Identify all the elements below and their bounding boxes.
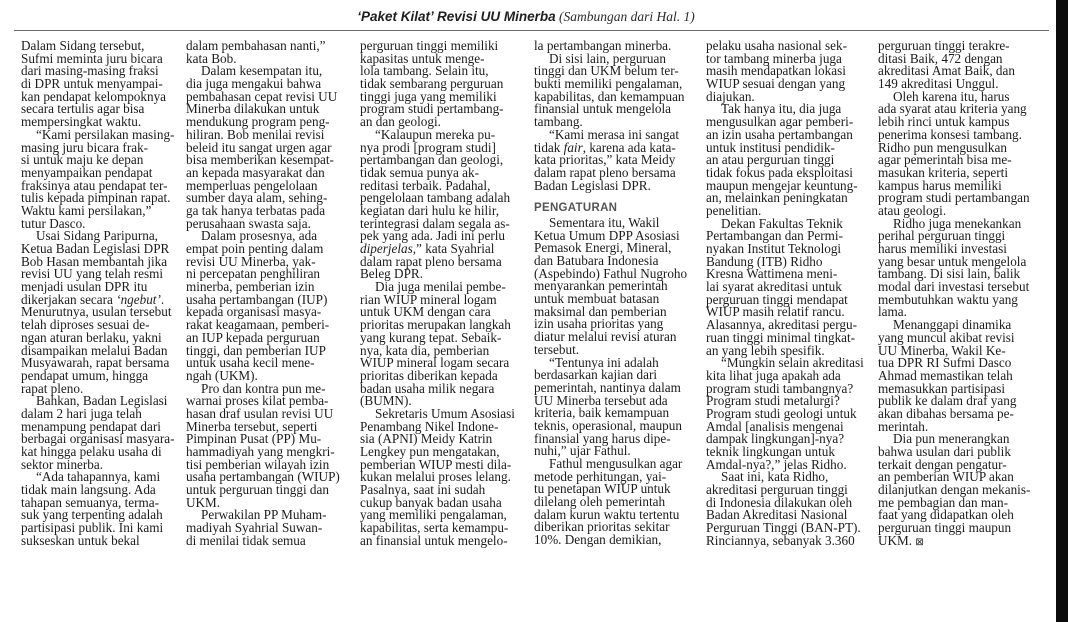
article-line: finansial untuk mengelola [534,101,671,117]
article-line: Musyawarah, rapat bersama [21,355,170,371]
end-of-article-mark: ⊠ [915,536,924,548]
article-line: atau geologi. [878,202,947,218]
article-line: hammadiyah yang mengkri- [186,444,335,459]
article-line: prioritas merupakan langkah [360,317,511,333]
article-line: bahwa usulan dari publik [878,444,1011,459]
article-line: disampaikan melalui Badan [21,342,168,358]
article-line: tulis kepada pimpinan rapat. [21,190,171,206]
article-line: menyarankan pemerintah [534,278,668,294]
article-line: kepada organisasi masya- [186,304,322,320]
article-line: sukseskan untuk bekal [21,532,140,548]
article-line: an pemberian WIUP akan [878,469,1014,485]
article-line: masih mendapatkan lokasi [706,63,846,79]
article-line: an, melainkan peningkatan [706,190,848,206]
article-line: tor tambang minerba juga [706,50,842,66]
section-subheading: PENGATURAN [534,202,618,215]
article-line: tersebut. [534,341,580,357]
article-line: tidak fair, karena ada kata- [534,139,676,155]
article-line: perguruan tinggi terakre- [878,40,1010,53]
article-line: Program studi geologi untuk [706,405,857,421]
article-line: “Kami merasa ini sangat [549,126,679,142]
article-line: nuhi,” ujar Fathul. [534,443,631,459]
article-line: untuk perguruan tinggi dan [186,482,329,498]
text-column-1 [21,40,183,615]
article-line: program studi tambangnya? [706,380,854,396]
article-header [0,9,1052,25]
article-line: pemberian WIUP mesti dila- [360,456,512,472]
article-line: 10%. Dengan demikian, [534,532,662,548]
article-line: Dalam prosesnya, ada [201,228,318,244]
article-line: terintegrasi dalam segala as- [360,215,510,231]
article-line: izin usaha prioritas yang [534,316,664,332]
article-line: untuk usaha kecil mene- [186,355,315,371]
article-line: usaha pertambangan (IUP) [186,291,328,307]
article-line: pelaku usaha nasional sek- [706,40,847,53]
article-line: (Aspebindo) Fathul Nugroho [534,265,688,281]
article-line: tambang. Di sisi lain, balik [878,266,1021,282]
article-line: madiyah Syahrial Suwan- [186,520,323,536]
article-line: dampak lingkungan]-nya? [706,431,845,447]
article-line: la pertambangan minerba. [534,40,672,53]
article-line: Oleh karena itu, harus [893,88,1010,104]
article-line: UKM. ⊠ [878,532,924,548]
article-line: an dan geologi. [360,114,441,130]
article-line: ni percepatan penghiliran [186,266,321,282]
article-line: masukan kriteria, seperti [878,164,1008,180]
article-line: rian WIUP mineral logam [360,291,497,307]
article-line: tahapan semuanya, terma- [21,494,160,510]
article-line: memperluas pengelolaan [186,177,318,193]
article-line: akan dibahas bersama pe- [878,405,1014,421]
article-line: dalam pembahasan nanti,” [186,40,326,53]
article-line: Badan Akreditasi Nasional [706,507,848,523]
article-line: tua DPR RI Sufmi Dasco [878,355,1012,371]
article-line: diajukan. [706,88,755,104]
article-line: nya prodi [program studi] [360,139,496,155]
article-line: Amdal [analisis mengenai [706,418,844,434]
article-line: Sufmi meminta juru bicara [21,50,163,66]
article-line: an IUP kepada perguruan [186,329,320,345]
continuation-note: (Sambungan dari Hal. 1) [558,9,695,24]
article-line: Pro dan kontra pun me- [201,380,326,396]
article-line: (BUMN). [360,393,412,409]
article-line: tinggi, dan pemberian IUP [186,342,326,358]
article-line: ditasi Baik, 472 dengan [878,50,1003,66]
article-line: harus memiliki investasi [878,241,1007,256]
article-line: Minerba dilakukan untuk [186,101,320,117]
article-line: dari masing-masing fraksi [21,63,159,79]
article-line: Perguruan Tinggi (BAN-PT). [706,520,861,536]
article-line: “Ada tahapannya, kami [36,469,161,485]
article-line: pertambangan dan geologi, [360,152,504,168]
article-line: Rinciannya, sebanyak 3.360 [706,532,855,548]
article-line: pendapat umum, hingga [21,367,149,383]
article-line: minerba, pemberian izin [186,279,315,295]
article-line: ngah (UKM). [186,367,258,383]
article-line: Bahkan, Badan Legislasi [36,393,168,409]
article-line: agar pemerintah bisa me- [878,152,1012,168]
article-line: metode perhitungan, yai- [534,468,667,484]
article-line: di DPR untuk menyampai- [21,76,163,92]
article-line: menjadi usulan DPR itu [21,279,148,295]
article-line: Di sisi lain, perguruan [549,50,666,66]
header-rule [14,30,1049,31]
article-line: maksimal dan pemberian [534,303,667,319]
article-line: Sementara itu, Wakil [549,214,660,230]
text-column-3 [360,40,522,615]
article-line: lai syarat akreditasi untuk [706,279,842,295]
article-line: kapabilitas, serta kemampu- [360,520,509,536]
article-line: rakat keagamaan, pemberi- [186,317,330,333]
article-line: an finansial untuk mengelo- [360,532,508,548]
article-line: untuk institusi pendidik- [706,139,835,155]
article-line: Usai Sidang Paripurna, [36,228,158,244]
article-line: bisa memberikan kesempat- [186,152,334,168]
article-line: perguruan tinggi memiliki [360,40,499,53]
article-line: si untuk maju ke depan [21,152,144,168]
article-line: yang memiliki pengalaman, [360,507,507,523]
article-line: secara tertulis agar bisa [21,101,145,117]
article-line: Badan Legislasi DPR. [534,177,651,193]
article-line: Pertambangan dan Permi- [706,228,843,244]
article-line: partisipasi publik. Ini kami [21,520,164,536]
text-column-6 [878,40,1040,615]
article-line: Beleg DPR. [360,266,424,282]
article-line: nyakan Institut Teknologi [706,241,842,256]
article-line: prioritas diberikan kepada [360,367,498,383]
article-line: kita lihat juga apakah ada [706,367,841,383]
article-line: diperjelas,” kata Syahrial [360,241,495,256]
article-line: WIUP masih relatif rancu. [706,304,845,320]
article-line: tu penetapan WIUP untuk [534,481,671,497]
article-line: Program studi metalurgi? [706,393,840,409]
article-line: hiliran. Bob menilai revisi [186,126,325,142]
article-title: ‘Paket Kilat’ Revisi UU Minerba [357,9,556,24]
article-line: Kresna Wattimena meni- [706,266,838,282]
article-line: kapabilitas, dan kemampuan [534,88,685,104]
article-line: penelitian. [706,202,762,218]
article-line: tambang. [534,114,583,130]
article-line: empat poin penting dalam [186,241,324,256]
article-line: menampung pendapat dari [21,418,161,434]
article-line: yang kurang tepat. Sebaik- [360,329,502,345]
article-line: lola tambang. Selain itu, [360,63,489,79]
text-column-5 [706,40,868,615]
article-line: tinggi dan UKM belum ter- [534,63,679,79]
article-line: Ketua Badan Legislasi DPR [21,241,170,256]
article-line: Pimpinan Pusat (PP) Mu- [186,431,322,447]
article-line: UU Minerba, Wakil Ke- [878,342,1006,358]
article-line: kat hingga pelaku usaha di [21,444,162,459]
article-line: an yang lebih spesifik. [706,342,825,358]
article-line: warnai proses kilat pemba- [186,393,329,409]
article-line: me pembagian dan man- [878,494,1008,510]
article-line: Ridho juga menekankan [893,215,1022,231]
article-line: kata Bob. [186,50,237,66]
article-line: di Indonesia dilakukan oleh [706,494,853,510]
article-line: Dalam kesempatan itu, [201,63,323,79]
article-line: Minerba tersebut, seperti [186,418,318,434]
article-line: reditasi terbaik. Padahal, [360,177,491,193]
article-line: pemerintah, nantinya dalam [534,379,681,395]
article-line: tidak fokus pada eksploitasi [706,164,853,180]
article-line: Ahmad memastikan telah [878,367,1013,383]
article-line: Tak hanya itu, dia juga [721,101,842,117]
article-line: pek yang ada. Jadi ini perlu [360,228,506,244]
article-line: an izin usaha pertambangan [706,126,853,142]
article-line: “Kami persilakan masing- [36,126,175,142]
article-line: kegiatan dari hulu ke hilir, [360,202,499,218]
article-line: Dalam Sidang tersebut, [21,40,145,53]
article-line: “Mungkin selain akreditasi [721,355,864,371]
article-line: untuk membuat batasan [534,291,660,307]
article-line: akreditasi perguruan tinggi [706,482,848,498]
article-line: Waktu kami persilakan,” [21,202,152,218]
article-line: dalam kurun waktu tertentu [534,506,680,522]
article-line: berdasarkan kajian dari [534,367,658,383]
article-line: dilelang oleh pemerintah [534,494,666,510]
article-line: tinggi juga yang memiliki [360,88,497,104]
article-line: Pasalnya, saat ini sudah [360,482,486,498]
article-line: modal dari investasi tersebut [878,279,1030,295]
article-line: ngan aturan berlaku, yakni [21,329,162,345]
article-line: ruan tinggi minimal tingkat- [706,329,856,345]
article-line: telah diproses sesuai de- [21,317,150,333]
article-line: merintah. [878,418,929,434]
article-line: Perwakilan PP Muham- [201,507,327,523]
article-line: teknis, operasional, maupun [534,417,682,433]
article-line: mempersingkat waktu. [21,114,142,130]
article-line: kata prioritas,” kata Meidy [534,152,676,168]
article-line: “Kalaupun mereka pu- [375,126,496,142]
article-line: tidak main langsung. Ada [21,482,156,498]
article-line: membutuhkan waktu yang [878,291,1018,307]
article-line: yang muncul akibat revisi [878,329,1015,345]
article-line: beleid itu sangat urgen agar [186,139,332,155]
article-line: mendukung program peng- [186,114,330,130]
article-line: UU Minerba tersebut ada [534,392,668,408]
article-line: Dekan Fakultas Teknik [721,215,843,231]
article-line: Alasannya, akreditasi pergu- [706,317,857,333]
article-line: Penambang Nikel Indone- [360,418,499,434]
article-line: Lengkey pun mengatakan, [360,444,500,459]
article-line: Ketua Umum DPP Asosiasi [534,227,680,243]
article-line: WIUP mineral logam secara [360,355,510,371]
article-line: usaha pertambangan (WIUP) [186,469,340,485]
article-line: sektor minerba. [21,456,104,472]
article-line: lama. [878,304,907,320]
article-line: fraksinya atau pendapat ter- [21,177,168,193]
article-line: “Tentunya ini adalah [549,354,659,370]
article-line: Pemasok Energi, Mineral, [534,240,672,256]
article-line: kriteria, baik kemampuan [534,405,670,421]
article-line: dan Batubara Indonesia [534,253,659,268]
article-line: Menurutnya, usulan tersebut [21,304,172,320]
article-line: tidak sembarang perguruan [360,76,504,92]
article-line: 149 akreditasi Unggul. [878,76,999,92]
article-line: badan usaha milik negara [360,380,495,396]
article-line: Bandung (ITB) Ridho [706,253,823,269]
article-line: suk yang terpenting adalah [21,507,163,523]
article-line: tisi pemberian wilayah izin [186,456,330,472]
article-line: dia juga mengakui bahwa [186,76,322,92]
article-line: terkait dengan pengatur- [878,456,1007,472]
article-line: Sekretaris Umum Asosiasi [375,405,515,421]
article-line: di menilai tidak semua [186,532,306,548]
article-line: sia (APNI) Meidy Katrin [360,431,493,447]
article-line: ada syarat atau kriteria yang [878,101,1027,117]
article-line: cukup banyak badan usaha [360,494,502,510]
article-line: tidak semua punya ak- [360,164,480,180]
article-line: kukan melalui proses lelang. [360,469,511,485]
article-line: kan pendapat kelompoknya [21,88,167,104]
article-line: yang besar untuk mengelola [878,253,1027,269]
article-line: masing juru bicara frak- [21,139,149,155]
article-line: nya, kata dia, pemberian [360,342,490,358]
article-line: dalam rapat pleno bersama [534,164,676,180]
article-line: kapasitas untuk menge- [360,50,485,66]
article-line: teknik lingkungan untuk [706,444,835,459]
article-line: perguruan tinggi maupun [878,520,1012,536]
article-line: Saat ini, kata Ridho, [721,469,829,485]
article-line: dalam rapat pleno bersama [360,253,502,269]
article-line: pengelolaan tambang adalah [360,190,511,206]
article-line: hasan draf usulan revisi UU [186,405,334,421]
article-line: Bob Hasan membantah jika [21,253,168,269]
text-column-2 [186,40,348,615]
article-line: revisi UU Minerba, yak- [186,253,316,269]
article-line: program studi pertambang- [360,101,504,117]
article-line: perihal perguruan tinggi [878,228,1006,244]
article-line: publik ke dalam draf yang [878,393,1017,409]
article-line: berbagai organisasi masyara- [21,431,175,447]
article-line: an atau perguruan tinggi [706,152,835,168]
article-line: sumber daya alam, sehing- [186,190,328,206]
article-line: menyampaikan pendapat [21,164,153,180]
article-line: kampus harus memiliki [878,177,1002,193]
article-line: dalam 2 hari juga telah [21,405,142,421]
page-edge-bar [1056,0,1068,622]
article-line: penerima konsesi tambang. [878,126,1022,142]
article-line: akreditasi Amat Baik, dan [878,63,1015,79]
article-line: dikerjakan secara ‘ngebut’. [21,291,165,307]
article-line: finansial yang harus dipe- [534,430,671,446]
article-line: dilanjutkan dengan mekanis- [878,482,1031,498]
article-line: mengusulkan agar pemberi- [706,114,854,130]
article-line: faat yang didapatkan oleh [878,507,1014,523]
article-line: program studi pertambangan [878,190,1030,206]
article-line: pembahasan cepat revisi UU [186,88,338,104]
article-line: untuk UKM dengan cara [360,304,491,320]
article-line: diatur melalui revisi aturan [534,329,677,345]
article-line: maupun mengejar keuntung- [706,177,858,193]
article-line: Dia pun menerangkan [893,431,1010,447]
article-line: perguruan tinggi mendapat [706,291,848,307]
article-line: WIUP sesuai dengan yang [706,76,846,92]
article-line: memasukkan partisipasi [878,380,1006,396]
text-column-4 [534,40,696,615]
article-line: Ridho pun mengusulkan [878,139,1007,155]
article-line: Menanggapi dinamika [893,317,1012,333]
article-line: revisi UU yang telah resmi [21,266,164,282]
article-line: Dia juga menilai pembe- [375,279,506,295]
article-line: Fathul mengusulkan agar [549,456,683,471]
article-line: bukti memiliki pengalaman, [534,76,683,92]
article-line: ga tak hanya terbatas pada [186,202,326,218]
article-line: UKM. [186,494,221,510]
article-line: Amdal-nya?,” jelas Ridho. [706,456,847,472]
article-line: rapat pleno. [21,380,84,396]
article-line: lebih rinci untuk kampus [878,114,1010,130]
article-line: perusahaan swasta saja. [186,215,311,231]
article-line: diberikan prioritas sekitar [534,519,670,535]
article-line: tutur Dasco. [21,215,86,231]
article-line: an kepada masyarakat dan [186,164,325,180]
